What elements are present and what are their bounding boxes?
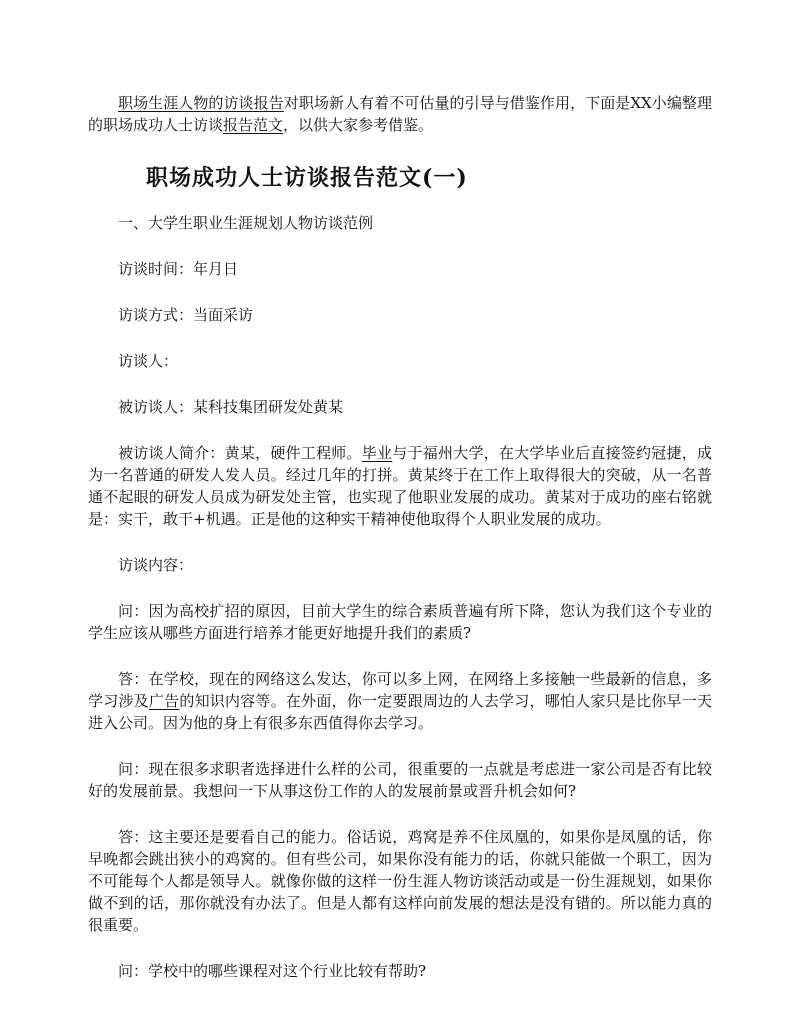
question-3: 问：学校中的哪些课程对这个行业比较有帮助? bbox=[118, 962, 427, 980]
intro-link-career-interview[interactable]: 职场生涯人物的访谈报告 bbox=[118, 94, 284, 112]
intro-text: 对职场新人有着不可估量的引导与借鉴作用，下面是XX小编整理的职场成功人士访谈 bbox=[88, 94, 712, 134]
bio-link-graduate[interactable]: 毕业 bbox=[361, 444, 393, 462]
document-body bbox=[88, 92, 712, 1006]
question-1: 问：因为高校扩招的原因，目前大学生的综合素质普遍有所下降，您认为我们这个专业的学生应该从哪些方面进行培养才能更好地提升我们的素质? bbox=[88, 602, 712, 642]
interviewer: 访谈人： bbox=[118, 352, 179, 370]
bio-text-rest: 与于福州大学，在大学毕业后直接签约冠捷，成为一名普通的研发人发人员。经过几年的打拼。黄某终于在工作上取得很大的突破，从一名普通不起眼的研发人员成为研发处主管，也实现了他职业发展的成功。黄某对于成功的座右铭就是：实干，敢干+机遇。正是他的这种实干精神使他取得个人职业发展的成功。 bbox=[88, 444, 712, 528]
interview-content-label: 访谈内容： bbox=[118, 556, 194, 574]
intro-text-end: ，以供大家参考借鉴。 bbox=[283, 116, 434, 134]
answer-1 bbox=[88, 668, 712, 734]
bio-text: 被访谈人简介：黄某，硬件工程师。 bbox=[118, 444, 362, 462]
intro-paragraph bbox=[88, 92, 712, 136]
section-heading: 一、大学生职业生涯规划人物访谈范例 bbox=[118, 214, 374, 232]
answer-2: 答：这主要还是要看自己的能力。俗话说，鸡窝是养不住凤凰的，如果你是凤凰的话，你早晚都会跳出狭小的鸡窝的。但有些公司，如果你没有能力的话，你就只能做一个职工，因为不可能每个人都是领导人。就像你做的这样一份生涯人物访谈活动或是一份生涯规划，如果你做不到的话，那你就没有办法了。但是人都有这样向前发展的想法是没有错的。所以能力真的很重要。 bbox=[88, 828, 712, 934]
interviewee: 被访谈人：某科技集团研发处黄某 bbox=[118, 398, 344, 416]
interview-time: 访谈时间：年月日 bbox=[118, 260, 239, 278]
intro-link-report-sample[interactable]: 报告范文 bbox=[223, 116, 284, 134]
interview-method: 访谈方式：当面采访 bbox=[118, 306, 254, 324]
question-2: 问：现在很多求职者选择进什么样的公司，很重要的一点就是考虑进一家公司是否有比较好的发展前景。我想问一下从事这份工作的人的发展前景或晋升机会如何? bbox=[88, 760, 712, 800]
interviewee-bio bbox=[88, 442, 712, 530]
answer-1-link-advertising[interactable]: 广告 bbox=[148, 692, 180, 710]
answer-1-text-rest: 的知识内容等。在外面，你一定要跟周边的人去学习，哪怕人家只是比你早一天进入公司。因为他的身上有很多东西值得你去学习。 bbox=[88, 692, 712, 732]
document-title: 职场成功人士访谈报告范文(一) bbox=[146, 165, 468, 191]
answer-1-text: 答：在学校，现在的网络这么发达，你可以多上网，在网络上多接触一些最新的信息，多学习涉及 bbox=[88, 670, 712, 710]
